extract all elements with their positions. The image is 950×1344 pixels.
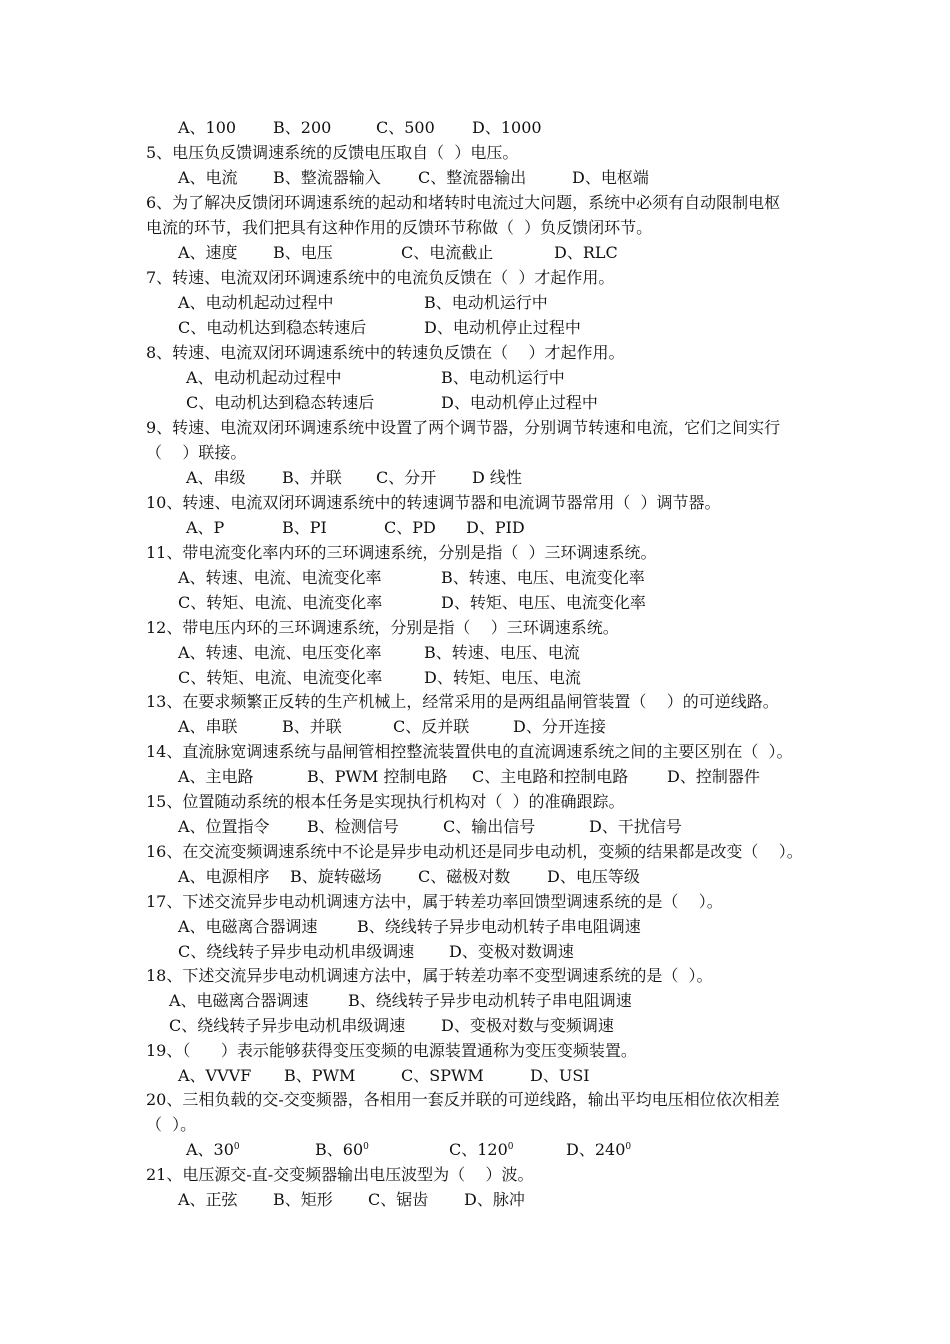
option-c: C、SPWM — [401, 1066, 484, 1085]
option-d: D、变极对数调速 — [449, 942, 574, 961]
option-c: C、500 — [376, 118, 435, 137]
option-b: B、PI — [282, 518, 327, 537]
option-b: B、检测信号 — [307, 817, 399, 836]
question-6-text: 6、为了解决反馈闭环调速系统的起动和堵转时电流过大问题，系统中必须有自动限制电枢 — [146, 193, 781, 212]
option-a: A、$30^0$ — [186, 1140, 240, 1159]
option-b: B、并联 — [282, 468, 342, 487]
option-d: D、电枢端 — [572, 168, 649, 187]
option-a: A、P — [186, 518, 225, 537]
question-7-text: 7、转速、电流双闭环调速系统中的电流负反馈在（ ）才起作用。 — [146, 268, 615, 287]
option-a: A、串级 — [186, 468, 246, 487]
option-c: C、整流器输出 — [418, 168, 527, 187]
question-16-text: 16、在交流变频调速系统中不论是异步电动机还是同步电动机，变频的结果都是改变（ ）。 — [146, 842, 803, 861]
option-c: C、反并联 — [393, 717, 470, 736]
option-b: B、PWM — [284, 1066, 356, 1085]
option-c: C、输出信号 — [443, 817, 536, 836]
question-17-text: 17、下述交流异步电动机调速方法中，属于转差功率回馈型调速系统的是（ ）。 — [146, 892, 723, 911]
option-c: C、锯齿 — [368, 1190, 429, 1209]
option-b: B、矩形 — [273, 1190, 333, 1209]
option-a: A、电动机起动过程中 — [186, 368, 342, 387]
option-c: C、电动机达到稳态转速后 — [186, 393, 375, 412]
question-10-text: 10、转速、电流双闭环调速系统中的转速调节器和电流调节器常用（ ）调节器。 — [146, 493, 721, 512]
option-c: C、电流截止 — [401, 243, 494, 262]
degree-mark: 0 — [625, 1142, 632, 1152]
option-a: A、100 — [178, 118, 237, 137]
question-8-text: 8、转速、电流双闭环调速系统中的转速负反馈在（ ）才起作用。 — [146, 343, 625, 362]
question-9-text: 9、转速、电流双闭环调速系统中设置了两个调节器，分别调节转速和电流，它们之间实行 — [146, 418, 781, 437]
question-15-text: 15、位置随动系统的根本任务是实现执行机构对（ ）的准确跟踪。 — [146, 792, 625, 811]
question-20-text: 20、三相负载的交-交变频器，各相用一套反并联的可逆线路，输出平均电压相位依次相差 — [146, 1090, 780, 1109]
degree-mark: 0 — [507, 1142, 514, 1152]
option-d: D、RLC — [554, 243, 618, 262]
option-a: A、串联 — [178, 717, 238, 736]
option-b: B、电动机运行中 — [424, 293, 548, 312]
option-d: D、变极对数与变频调速 — [441, 1016, 614, 1035]
degree-mark: 0 — [363, 1142, 369, 1152]
option-a: A、VVVF — [178, 1066, 252, 1085]
option-b: B、转速、电压、电流 — [424, 643, 580, 662]
option-b: B、电动机运行中 — [441, 368, 565, 387]
option-b: B、绕线转子异步电动机转子串电阻调速 — [357, 917, 641, 936]
option-b: B、旋转磁场 — [290, 867, 382, 886]
option-a: A、电动机起动过程中 — [178, 293, 334, 312]
option-c: C、分开 — [376, 468, 437, 487]
question-21-text: 21、电压源交-直-交变频器输出电压波型为（ ）波。 — [146, 1165, 534, 1184]
option-d: D、PID — [466, 518, 525, 537]
option-d: D、1000 — [472, 118, 542, 137]
option-c: C、$120^0$ — [449, 1140, 514, 1159]
option-d: D 线性 — [472, 468, 522, 487]
question-12-text: 12、带电压内环的三环调速系统，分别是指（ ）三环调速系统。 — [146, 618, 619, 637]
option-b: B、整流器输入 — [273, 168, 381, 187]
option-c: C、绕线转子异步电动机串级调速 — [169, 1016, 406, 1035]
option-b: B、转速、电压、电流变化率 — [441, 568, 645, 587]
option-d: D、控制器件 — [667, 767, 760, 786]
option-c: C、电动机达到稳态转速后 — [178, 318, 367, 337]
option-c: C、转矩、电流、电流变化率 — [178, 668, 383, 687]
question-6-text-continued: 电流的环节，我们把具有这种作用的反馈环节称做（ ）负反馈闭环节。 — [146, 218, 653, 237]
question-14-text: 14、直流脉宽调速系统与晶闸管相控整流装置供电的直流调速系统之间的主要区别在（ ）。 — [146, 742, 793, 761]
option-b: B、并联 — [282, 717, 342, 736]
question-19-text: 19、（ ）表示能够获得变压变频的电源装置通称为变压变频装置。 — [146, 1041, 637, 1060]
question-18-text: 18、下述交流异步电动机调速方法中，属于转差功率不变型调速系统的是（ ）。 — [146, 966, 713, 985]
option-b: B、PWM 控制电路 — [307, 767, 448, 786]
question-5-text: 5、电压负反馈调速系统的反馈电压取自（ ）电压。 — [146, 143, 519, 162]
option-a: A、正弦 — [178, 1190, 238, 1209]
option-d: D、电动机停止过程中 — [424, 318, 581, 337]
option-b: B、电压 — [273, 243, 333, 262]
option-d: D、转矩、电压、电流 — [424, 668, 581, 687]
option-d: D、脉冲 — [464, 1190, 525, 1209]
option-d: D、电动机停止过程中 — [441, 393, 598, 412]
option-d: D、干扰信号 — [589, 817, 682, 836]
option-b: B、$60^0$ — [315, 1140, 369, 1159]
option-c: C、PD — [384, 518, 436, 537]
question-13-text: 13、在要求频繁正反转的生产机械上，经常采用的是两组晶闸管装置（ ）的可逆线路。 — [146, 692, 779, 711]
option-a: A、转速、电流、电流变化率 — [178, 568, 382, 587]
option-c: C、磁极对数 — [418, 867, 511, 886]
question-9-text-continued: （ ）联接。 — [146, 443, 247, 462]
question-11-text: 11、带电流变化率内环的三环调速系统，分别是指（ ）三环调速系统。 — [146, 543, 657, 562]
option-a: A、电磁离合器调速 — [169, 991, 309, 1010]
option-a: A、转速、电流、电压变化率 — [178, 643, 382, 662]
option-d: D、$240^0$ — [566, 1140, 632, 1159]
option-b: B、绕线转子异步电动机转子串电阻调速 — [348, 991, 632, 1010]
option-a: A、电流 — [178, 168, 238, 187]
option-a: A、电磁离合器调速 — [178, 917, 318, 936]
option-d: D、分开连接 — [513, 717, 606, 736]
option-c: C、绕线转子异步电动机串级调速 — [178, 942, 415, 961]
degree-mark: 0 — [233, 1142, 240, 1152]
option-c: C、转矩、电流、电流变化率 — [178, 593, 383, 612]
option-d: D、USI — [530, 1066, 590, 1085]
option-d: D、电压等级 — [547, 867, 640, 886]
option-a: A、主电路 — [178, 767, 254, 786]
option-c: C、主电路和控制电路 — [472, 767, 629, 786]
option-a: A、速度 — [178, 243, 238, 262]
option-d: D、转矩、电压、电流变化率 — [441, 593, 646, 612]
option-a: A、电源相序 — [178, 867, 270, 886]
option-b: B、200 — [273, 118, 332, 137]
option-a: A、位置指令 — [178, 817, 270, 836]
question-20-text-continued: （ ）。 — [146, 1115, 197, 1134]
